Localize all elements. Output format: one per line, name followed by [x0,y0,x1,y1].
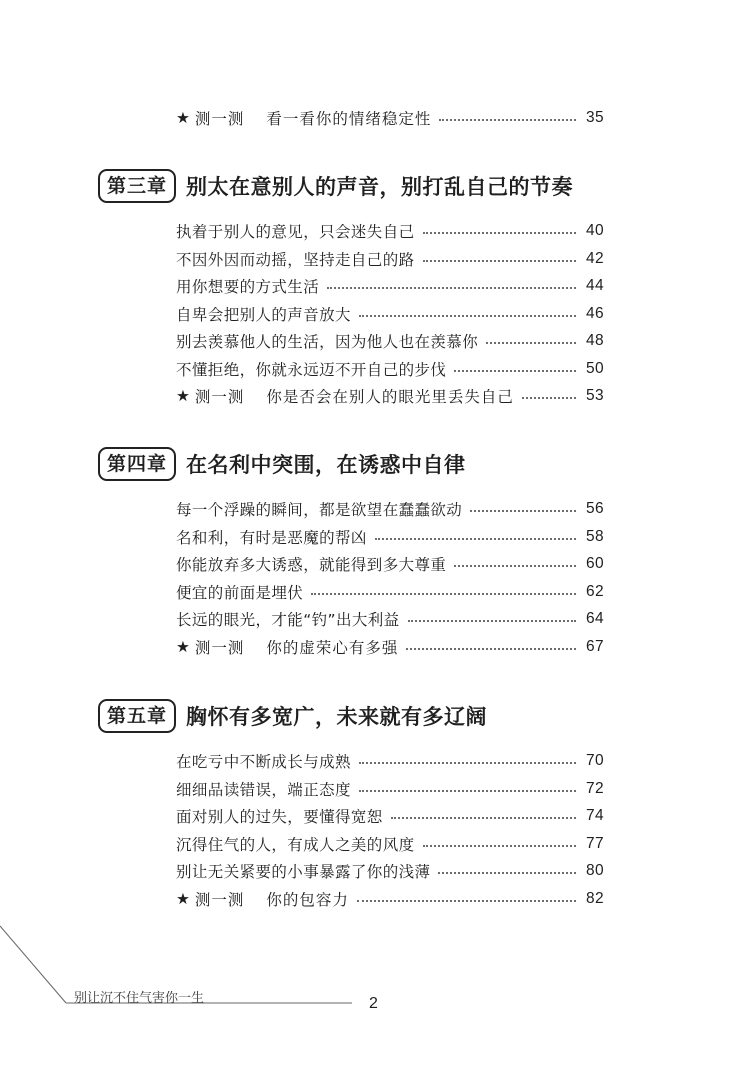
entry-title: 每一个浮躁的瞬间，都是欲望在蠢蠢欲动 [176,501,463,519]
entry-title: 不懂拒绝，你就永远迈不开自己的步伐 [176,361,447,379]
page-ref: 82 [585,890,604,907]
page-ref: 60 [585,555,604,572]
page-ref: 53 [585,387,604,404]
chapter-badge: 第四章 [98,447,176,481]
entry-title: 沉得住气的人，有成人之美的风度 [176,836,415,854]
chapter-heading-5[interactable] [98,698,487,734]
page-number: 2 [369,995,378,1012]
dot-leader [359,762,576,764]
toc-entry[interactable] [176,496,604,522]
page-ref: 74 [585,807,604,824]
footer-book-title: 别让沉不住气害你一生 [74,991,205,1006]
dot-leader [439,119,576,121]
page-ref: 58 [585,528,604,545]
page-ref: 48 [585,332,604,349]
quiz-label: 测一测 [194,891,245,909]
page-ref: 64 [585,610,604,627]
toc-entry[interactable] [176,218,604,244]
entry-title: 面对别人的过失，要懂得宽恕 [176,808,383,826]
entry-title: 用你想要的方式生活 [176,278,320,296]
dot-leader [391,817,576,819]
entry-title: 名和利，有时是恶魔的帮凶 [176,529,367,547]
page-ref: 35 [585,109,604,126]
dot-leader [470,510,576,512]
dot-leader [311,593,576,595]
dot-leader [327,287,576,289]
page-ref: 80 [585,862,604,879]
toc-entry[interactable] [176,776,604,802]
page-ref: 72 [585,780,604,797]
entry-title: 别让无关紧要的小事暴露了你的浅薄 [176,863,431,881]
chapter-title: 在名利中突围，在诱惑中自律 [186,453,466,477]
entry-title: 长远的眼光，才能“钓”出大利益 [176,611,400,629]
dot-leader [423,845,576,847]
quiz-label: 测一测 [194,388,245,406]
page-ref: 56 [585,500,604,517]
toc-quiz-top[interactable] [176,105,604,131]
dot-leader [406,648,576,650]
star-icon: ★ [176,638,191,656]
entry-title: 执着于别人的意见，只会迷失自己 [176,223,415,241]
dot-leader [486,342,576,344]
toc-entry[interactable] [176,328,604,354]
toc-entry[interactable] [176,803,604,829]
quiz-label: 测一测 [194,110,245,128]
star-icon: ★ [176,890,191,908]
toc-quiz[interactable] [176,886,604,912]
quiz-title: 你的虚荣心有多强 [266,639,399,657]
quiz-label: 测一测 [194,639,245,657]
star-icon: ★ [176,109,191,127]
page-ref: 40 [585,222,604,239]
dot-leader [423,232,576,234]
page-ref: 44 [585,277,604,294]
quiz-title: 你的包容力 [266,891,349,909]
toc-entry[interactable] [176,301,604,327]
dot-leader [375,538,576,540]
toc-entry[interactable] [176,606,604,632]
toc-entry[interactable] [176,524,604,550]
page-ref: 62 [585,583,604,600]
dot-leader [454,565,576,567]
page-ref: 70 [585,752,604,769]
entry-title: 细细品读错误，端正态度 [176,781,351,799]
dot-leader [357,900,576,902]
entry-title: 别去羡慕他人的生活，因为他人也在羡慕你 [176,333,479,351]
page-ref: 67 [585,638,604,655]
star-icon: ★ [176,387,191,405]
entry-title: 便宜的前面是埋伏 [176,584,304,602]
toc-entry[interactable] [176,273,604,299]
page-ref: 50 [585,360,604,377]
toc-entry[interactable] [176,579,604,605]
entry-title: 你能放弃多大诱惑，就能得到多大尊重 [176,556,447,574]
toc-entry[interactable] [176,831,604,857]
chapter-title: 胸怀有多宽广，未来就有多辽阔 [186,705,488,729]
dot-leader [359,790,576,792]
dot-leader [438,872,576,874]
dot-leader [522,397,576,399]
chapter-heading-3[interactable] [98,168,573,204]
entry-title: 在吃亏中不断成长与成熟 [176,753,351,771]
dot-leader [423,260,576,262]
page-ref: 46 [585,305,604,322]
dot-leader [454,370,576,372]
dot-leader [359,315,576,317]
quiz-title: 看一看你的情绪稳定性 [266,110,432,128]
chapter-badge: 第三章 [98,169,176,203]
toc-quiz[interactable] [176,634,604,660]
corner-diagonal-line [0,926,66,1003]
chapter-badge: 第五章 [98,699,176,733]
toc-entry[interactable] [176,551,604,577]
toc-entry[interactable] [176,858,604,884]
entry-title: 自卑会把别人的声音放大 [176,306,351,324]
toc-entry[interactable] [176,246,604,272]
page-ref: 77 [585,835,604,852]
quiz-title: 你是否会在别人的眼光里丢失自己 [266,388,514,406]
toc-entry[interactable] [176,356,604,382]
page-ref: 42 [585,250,604,267]
entry-title: 不因外因而动摇，坚持走自己的路 [176,251,415,269]
dot-leader [408,620,576,622]
toc-entry[interactable] [176,748,604,774]
chapter-title: 别太在意别人的声音，别打乱自己的节奏 [186,175,574,199]
chapter-heading-4[interactable] [98,446,466,482]
toc-quiz[interactable] [176,383,604,409]
